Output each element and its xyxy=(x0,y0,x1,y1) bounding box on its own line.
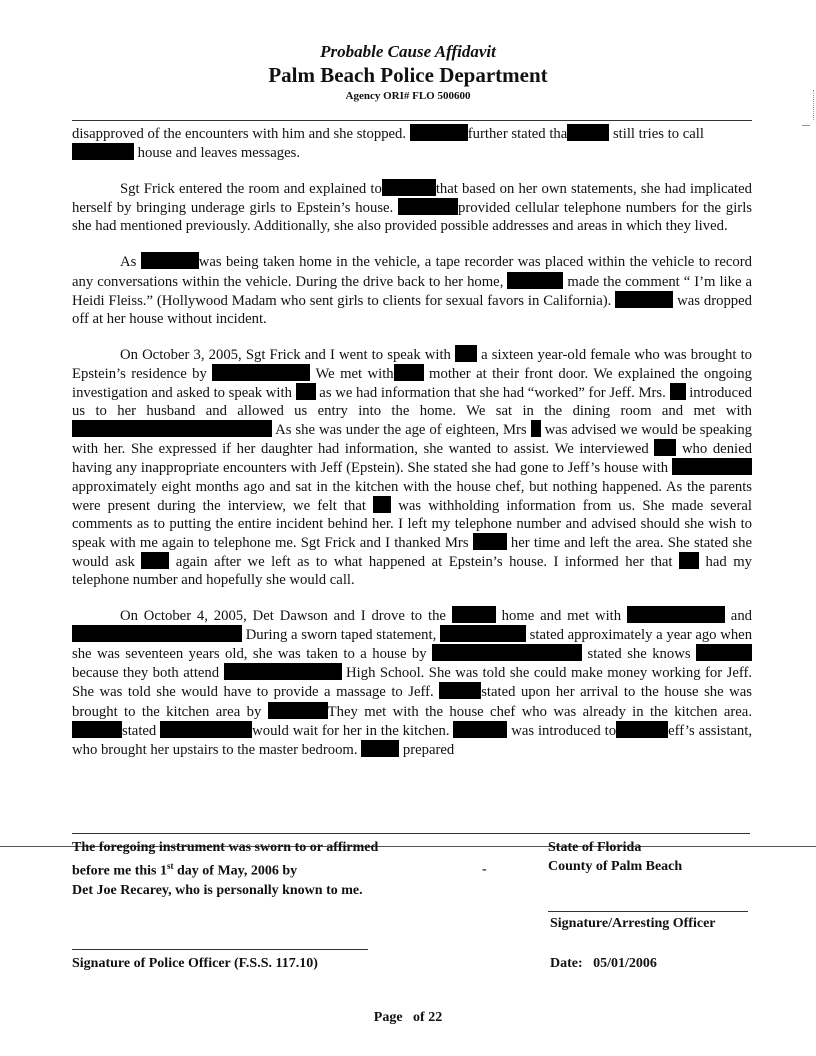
redaction xyxy=(473,533,507,550)
redaction xyxy=(679,552,699,569)
redaction xyxy=(616,721,668,738)
redaction xyxy=(627,606,725,623)
redaction xyxy=(567,124,609,141)
redaction xyxy=(455,345,477,362)
redaction xyxy=(615,291,673,308)
redaction xyxy=(382,179,436,196)
paragraph-1: disapproved of the encounters with him and she stopped. further stated tha still tries to call house and leaves messages. xyxy=(72,126,704,162)
redaction xyxy=(672,458,752,475)
redaction xyxy=(654,439,676,456)
redaction xyxy=(432,644,582,661)
margin-tick xyxy=(802,125,810,126)
paragraph-3: As was being taken home in the vehicle, a tape recorder was placed within the vehicle to record any conversations within the vehicle. During the drive back to her home, made the comment “ I’m like a Heidi Fleiss.” (Hollywood Madam who sent girls to clients for sexual favors in California). was dropped off at her house without incident. xyxy=(72,254,753,327)
sworn-statement: The foregoing instrument was sworn to or affirmed before me this 1st day of May, 2006 by Det Joe Recarey, who is personally known to me. xyxy=(72,840,379,898)
redaction xyxy=(224,663,342,680)
redaction xyxy=(696,644,752,661)
redaction xyxy=(670,383,686,400)
arresting-signature-line xyxy=(548,911,748,912)
redaction xyxy=(453,721,507,738)
redaction xyxy=(410,124,468,141)
jurisdiction: State of Florida County of Palm Beach xyxy=(548,840,683,874)
paragraph-5: On October 4, 2005, Det Dawson and I drove to the home and met with and During a sworn taped statement, stated approximately a year ago when she was seventeen years old, she was taken to a house by stated she knows because they both attend High School. She was told she could make money working for Jeff. She was told she would have to provide a massage to Jeff. stated upon her arrival to the house she was brought to the kitchen area by They met with the house chef who was already in the kitchen area. stated would wait for her in the kitchen. was introduced to eff’s assistant, who brought her upstairs to the master bedroom. prepared xyxy=(72,608,753,758)
paragraph-4: On October 3, 2005, Sgt Frick and I went to speak with a sixteen year-old female who was brought to Epstein’s residence by We met with mother at their front door. We explained the ongoing investigation and asked to speak with as we had information that she had “worked” for Jeff. Mrs. introduced us to her husband and allowed us entry into the home. We sat in the dining room and met with As she was under the age of eighteen, Mrs was advised we would be speaking with her. She expressed if her daughter had information, she wanted to assist. We interviewed who denied having any inappropriate encounters with Jeff (Epstein). She stated she had gone to Jeff’s house with approximately eight months ago and sat in the kitchen with the house chef, but nothing happened. As the parents were present during the interview, we felt that was withholding information from us. She made several comments as to putting the entire incident behind her. I left my telephone number and advised should she wish to speak with me again to telephone me. Sgt Frick and I thanked Mrs her time and left the area. She stated she would ask again after we left as to what happened at Epstein’s house. I informed her that had my telephone number and hopefully she would call. xyxy=(72,346,753,588)
department-name: Palm Beach Police Department xyxy=(268,63,548,87)
header-rule xyxy=(72,120,752,121)
redaction xyxy=(361,740,399,757)
footer-rule-top xyxy=(72,833,750,834)
redaction xyxy=(440,625,526,642)
redaction xyxy=(398,198,458,215)
affidavit-body xyxy=(72,124,752,776)
paragraph-2: Sgt Frick entered the room and explained to that based on her own statements, she had implicated herself by bringing underage girls to Epstein’s house. provided cellular telephone numbers for the girls she had mentioned previously. Additionally, she also provided possible addresses and areas in which they lived. xyxy=(72,181,753,235)
arresting-officer-label: Signature/Arresting Officer xyxy=(550,916,716,931)
affidavit-date: Date: 05/01/2006 xyxy=(550,956,657,971)
redaction xyxy=(72,143,134,160)
redaction xyxy=(452,606,496,623)
redaction xyxy=(439,682,481,699)
redaction xyxy=(394,364,424,381)
redaction xyxy=(160,721,252,738)
redaction xyxy=(296,383,316,400)
redaction xyxy=(72,721,122,738)
dash-mark: - xyxy=(482,862,487,877)
redaction xyxy=(531,420,541,437)
redaction xyxy=(72,420,272,437)
redaction xyxy=(212,364,310,381)
redaction xyxy=(141,252,199,269)
redaction xyxy=(268,702,328,719)
page-number: Page of 22 xyxy=(373,1010,443,1025)
police-officer-label: Signature of Police Officer (F.S.S. 117.10) xyxy=(72,956,318,971)
agency-ori: Agency ORI# FLO 500600 xyxy=(345,90,471,102)
redaction xyxy=(507,272,563,289)
affidavit-title: Probable Cause Affidavit xyxy=(320,42,496,61)
redaction xyxy=(373,496,391,513)
police-signature-line xyxy=(72,949,368,950)
redaction xyxy=(72,625,242,642)
redaction xyxy=(141,552,169,569)
